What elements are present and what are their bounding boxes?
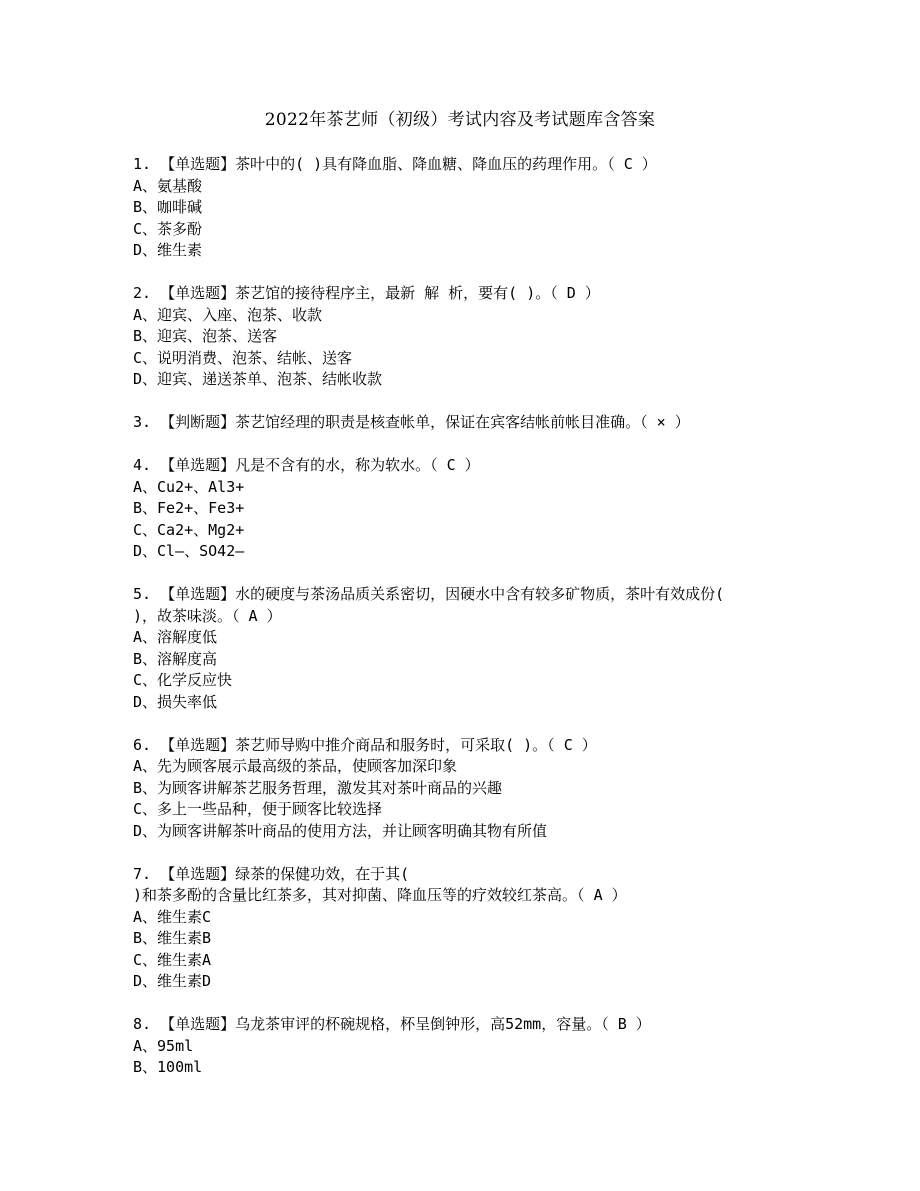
option-a: A、先为顾客展示最高级的茶品，使顾客加深印象 — [133, 757, 458, 775]
question-text: 4. 【单选题】凡是不含有的水，称为软水。（ C ） — [133, 456, 480, 474]
question-2 — [133, 283, 793, 391]
question-7 — [133, 864, 793, 993]
question-text: 2. 【单选题】茶艺馆的接待程序主，最新 解 析，要有( )。（ D ） — [133, 284, 600, 302]
option-c: C、维生素A — [133, 950, 212, 969]
option-d: D、维生素 — [133, 241, 203, 259]
option-a: A、迎宾、入座、泡茶、收款 — [133, 305, 323, 324]
option-d: D、维生素D — [133, 972, 212, 990]
option-c: C、说明消费、泡茶、结帐、送客 — [133, 348, 353, 367]
option-a: A、维生素C — [133, 907, 212, 926]
question-list — [133, 154, 793, 1100]
option-b: B、Fe2+、Fe3+ — [133, 499, 245, 517]
option-d: D、Cl—、SO42— — [133, 542, 245, 560]
option-b: B、迎宾、泡茶、送客 — [133, 327, 278, 345]
question-text: 3. 【判断题】茶艺馆经理的职责是核查帐单，保证在宾客结帐前帐目准确。（ × ） — [133, 413, 690, 431]
option-d: D、迎宾、递送茶单、泡茶、结帐收款 — [133, 370, 383, 388]
question-6 — [133, 735, 793, 843]
option-a: A、95ml — [133, 1036, 194, 1055]
option-c: C、茶多酚 — [133, 219, 203, 238]
option-d: D、损失率低 — [133, 692, 218, 711]
question-4 — [133, 455, 793, 563]
question-text: 7. 【单选题】绿茶的保健功效，在于其( — [133, 864, 410, 883]
document-title: 2022年茶艺师（初级）考试内容及考试题库含答案 — [264, 110, 656, 130]
question-8 — [133, 1014, 793, 1079]
option-c: C、Ca2+、Mg2+ — [133, 520, 245, 539]
question-text-continued: )和茶多酚的含量比红茶多，其对抑菌、降血压等的疗效较红茶高。（ A ） — [133, 886, 627, 904]
option-c: C、化学反应快 — [133, 671, 233, 689]
option-d: D、为顾客讲解茶叶商品的使用方法，并让顾客明确其物有所值 — [133, 821, 548, 840]
question-text: 6. 【单选题】茶艺师导购中推介商品和服务时，可采取( )。（ C ） — [133, 735, 597, 754]
option-a: A、溶解度低 — [133, 628, 218, 646]
question-5 — [133, 584, 793, 713]
question-text: 1. 【单选题】茶叶中的( )具有降血脂、降血糖、降血压的药理作用。（ C ） — [133, 155, 657, 173]
question-3 — [133, 412, 793, 434]
question-text: 8. 【单选题】乌龙茶审评的杯碗规格，杯呈倒钟形，高52mm，容量。（ B ） — [133, 1015, 651, 1033]
option-b: B、100ml — [133, 1058, 203, 1076]
question-text-continued: )，故茶味淡。（ A ） — [133, 606, 282, 625]
question-text: 5. 【单选题】水的硬度与茶汤品质关系密切，因硬水中含有较多矿物质，茶叶有效成份( — [133, 585, 725, 603]
option-a: A、Cu2+、Al3+ — [133, 477, 245, 496]
option-c: C、多上一些品种，便于顾客比较选择 — [133, 800, 383, 818]
option-a: A、氨基酸 — [133, 176, 203, 195]
option-b: B、为顾客讲解茶艺服务哲理，激发其对茶叶商品的兴趣 — [133, 778, 503, 797]
option-b: B、溶解度高 — [133, 649, 218, 668]
option-b: B、咖啡碱 — [133, 198, 203, 216]
question-1 — [133, 154, 793, 262]
option-b: B、维生素B — [133, 929, 212, 947]
